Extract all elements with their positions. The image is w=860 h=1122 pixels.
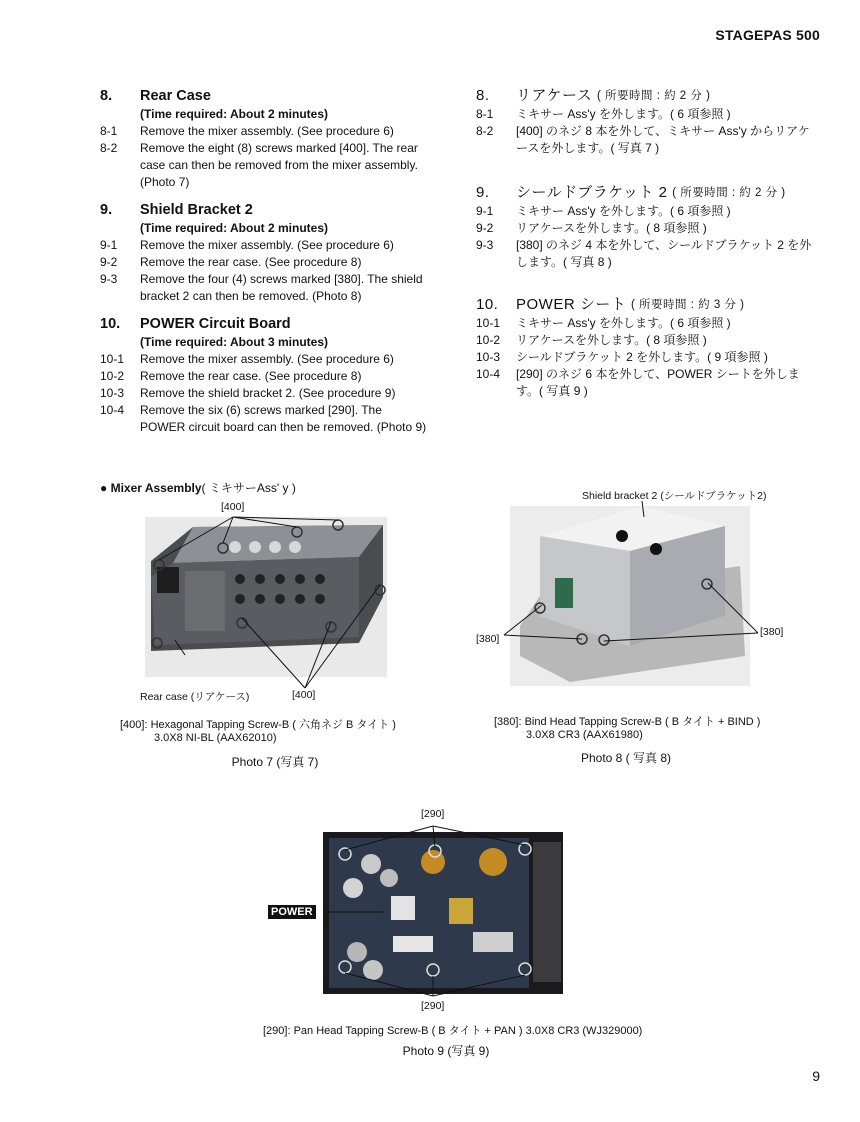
step-row bbox=[476, 203, 816, 220]
screw-note-290: [290]: Pan Head Tapping Screw-B ( B タイト + PAN ) 3.0X8 CR3 (WJ329000) bbox=[263, 1025, 643, 1037]
step-number: 8-1 bbox=[476, 107, 494, 121]
step-text: Remove the six (6) screws marked [290]. The POWER circuit board can then be removed. (Photo 9) bbox=[140, 403, 427, 434]
callout-lines-photo9 bbox=[323, 822, 563, 1002]
step-row bbox=[100, 368, 430, 385]
section-title: リアケース bbox=[516, 87, 593, 104]
step-text: シールドブラケット 2 を外します。( 9 項参照 ) bbox=[516, 350, 768, 364]
section-number: 9. bbox=[100, 202, 113, 218]
heading-en: Mixer Assembly bbox=[110, 481, 202, 495]
step-number: 9-1 bbox=[476, 204, 494, 218]
callout-400-bottom: [400] bbox=[292, 689, 316, 701]
step-text: Remove the rear case. (See procedure 8) bbox=[140, 255, 362, 269]
time-required: (Time required: About 2 minutes) bbox=[140, 221, 329, 235]
section-title: POWER Circuit Board bbox=[140, 316, 291, 332]
step-text: [400] のネジ 8 本を外して、ミキサー Ass'y からリアケースを外します。( 写真 7 ) bbox=[516, 124, 810, 155]
step-number: 10-2 bbox=[476, 333, 501, 347]
note-line: 3.0X8 NI-BL (AAX62010) bbox=[154, 732, 277, 744]
time-required: ( 所要時間 : 約 2 分 ) bbox=[672, 187, 786, 199]
step-number: 10-1 bbox=[100, 352, 125, 366]
step-row bbox=[476, 123, 816, 157]
section-title: Rear Case bbox=[140, 88, 211, 104]
time-required: ( 所要時間 : 約 3 分 ) bbox=[631, 299, 745, 311]
page-number: 9 bbox=[812, 1068, 820, 1084]
model-name: STAGEPAS 500 bbox=[715, 27, 820, 43]
section-en-8 bbox=[100, 86, 430, 191]
screw-note-380 bbox=[494, 716, 760, 742]
step-row bbox=[100, 351, 430, 368]
step-number: 8-2 bbox=[100, 141, 118, 155]
step-number: 8-2 bbox=[476, 124, 494, 138]
step-number: 10-3 bbox=[476, 350, 501, 364]
section-title: シールドブラケット 2 bbox=[516, 184, 668, 201]
note-line: [380]: Bind Head Tapping Screw-B ( B タイト + BIND ) bbox=[494, 716, 761, 728]
section-title: POWER シート bbox=[516, 296, 627, 313]
step-number: 10-3 bbox=[100, 386, 125, 400]
step-text: Remove the mixer assembly. (See procedure 6) bbox=[140, 352, 394, 366]
section-number: 9. bbox=[476, 184, 490, 201]
english-procedures bbox=[100, 86, 430, 445]
step-number: 9-3 bbox=[100, 272, 118, 286]
time-required: (Time required: About 3 minutes) bbox=[140, 335, 329, 349]
step-row bbox=[476, 106, 816, 123]
step-number: 9-2 bbox=[476, 221, 494, 235]
step-row bbox=[100, 254, 430, 271]
callout-380-right: [380] bbox=[760, 626, 784, 638]
step-row bbox=[476, 332, 816, 349]
step-number: 8-1 bbox=[100, 124, 118, 138]
step-row bbox=[100, 385, 430, 402]
step-number: 10-4 bbox=[476, 367, 501, 381]
step-text: Remove the mixer assembly. (See procedure 6) bbox=[140, 238, 394, 252]
note-line: [400]: Hexagonal Tapping Screw-B ( 六角ネジ B タイト ) bbox=[120, 719, 396, 731]
time-required: (Time required: About 2 minutes) bbox=[140, 107, 329, 121]
callout-380-left: [380] bbox=[476, 633, 500, 645]
callout-290-bottom: [290] bbox=[421, 1000, 445, 1012]
step-text: ミキサー Ass'y を外します。( 6 項参照 ) bbox=[516, 107, 731, 121]
step-text: リアケースを外します。( 8 項参照 ) bbox=[516, 333, 707, 347]
time-required: ( 所要時間 : 約 2 分 ) bbox=[596, 90, 711, 102]
step-number: 9-3 bbox=[476, 238, 494, 252]
callout-290-top: [290] bbox=[421, 808, 445, 820]
photo-9-label: Photo 9 (写真 9) bbox=[402, 1044, 490, 1058]
callout-400-top: [400] bbox=[221, 501, 245, 513]
step-text: [380] のネジ 4 本を外して、シールドブラケット 2 を外します。( 写真 8 ) bbox=[516, 238, 812, 269]
step-number: 10-4 bbox=[100, 403, 125, 417]
step-text: [290] のネジ 6 本を外して、POWER シートを外します。( 写真 9 ) bbox=[516, 367, 800, 398]
step-text: Remove the four (4) screws marked [380]. The shield bracket 2 can then be removed. (Photo 8) bbox=[140, 272, 423, 303]
step-row bbox=[476, 349, 816, 366]
japanese-procedures bbox=[476, 86, 816, 409]
section-number: 10. bbox=[476, 296, 499, 313]
callout-lines-photo8 bbox=[476, 495, 766, 655]
step-row bbox=[100, 402, 430, 436]
step-number: 9-1 bbox=[100, 238, 118, 252]
section-en-10 bbox=[100, 314, 430, 436]
section-number: 8. bbox=[476, 87, 490, 104]
step-row bbox=[476, 220, 816, 237]
heading-jp: ( ミキサーAss' y ) bbox=[201, 481, 296, 495]
shield-bracket-label: Shield bracket 2 (シールドブラケット2) bbox=[582, 490, 767, 502]
step-row bbox=[100, 237, 430, 254]
photo-7-label: Photo 7 (写真 7) bbox=[231, 755, 319, 769]
step-row bbox=[100, 271, 430, 305]
step-text: ミキサー Ass'y を外します。( 6 項参照 ) bbox=[516, 204, 731, 218]
section-jp-10 bbox=[476, 295, 816, 400]
step-text: リアケースを外します。( 8 項参照 ) bbox=[516, 221, 707, 235]
step-row bbox=[100, 140, 430, 191]
step-text: Remove the rear case. (See procedure 8) bbox=[140, 369, 362, 383]
note-line: 3.0X8 CR3 (AAX61980) bbox=[526, 729, 643, 741]
rear-case-label: Rear case (リアケース) bbox=[140, 691, 250, 703]
step-row bbox=[476, 237, 816, 271]
callout-lines-photo7 bbox=[145, 505, 387, 695]
section-number: 8. bbox=[100, 88, 113, 104]
step-row bbox=[476, 366, 816, 400]
screw-note-400 bbox=[120, 719, 396, 745]
step-number: 9-2 bbox=[100, 255, 118, 269]
section-en-9 bbox=[100, 200, 430, 305]
step-row bbox=[100, 123, 430, 140]
section-number: 10. bbox=[100, 316, 121, 332]
step-number: 10-1 bbox=[476, 316, 501, 330]
step-text: Remove the mixer assembly. (See procedure 6) bbox=[140, 124, 394, 138]
step-number: 10-2 bbox=[100, 369, 125, 383]
step-text: Remove the shield bracket 2. (See procedure 9) bbox=[140, 386, 396, 400]
photo-8-label: Photo 8 ( 写真 8) bbox=[580, 751, 672, 765]
section-jp-9 bbox=[476, 183, 816, 271]
step-row bbox=[476, 315, 816, 332]
mixer-assembly-heading bbox=[100, 479, 296, 496]
power-board-tag: POWER bbox=[268, 905, 316, 919]
bullet-icon: ● bbox=[100, 481, 108, 495]
step-text: Remove the eight (8) screws marked [400]. The rear case can then be removed from the mixer assembly. (Photo 7) bbox=[140, 141, 418, 189]
section-jp-8 bbox=[476, 86, 816, 157]
step-text: ミキサー Ass'y を外します。( 6 項参照 ) bbox=[516, 316, 731, 330]
section-title: Shield Bracket 2 bbox=[140, 202, 253, 218]
